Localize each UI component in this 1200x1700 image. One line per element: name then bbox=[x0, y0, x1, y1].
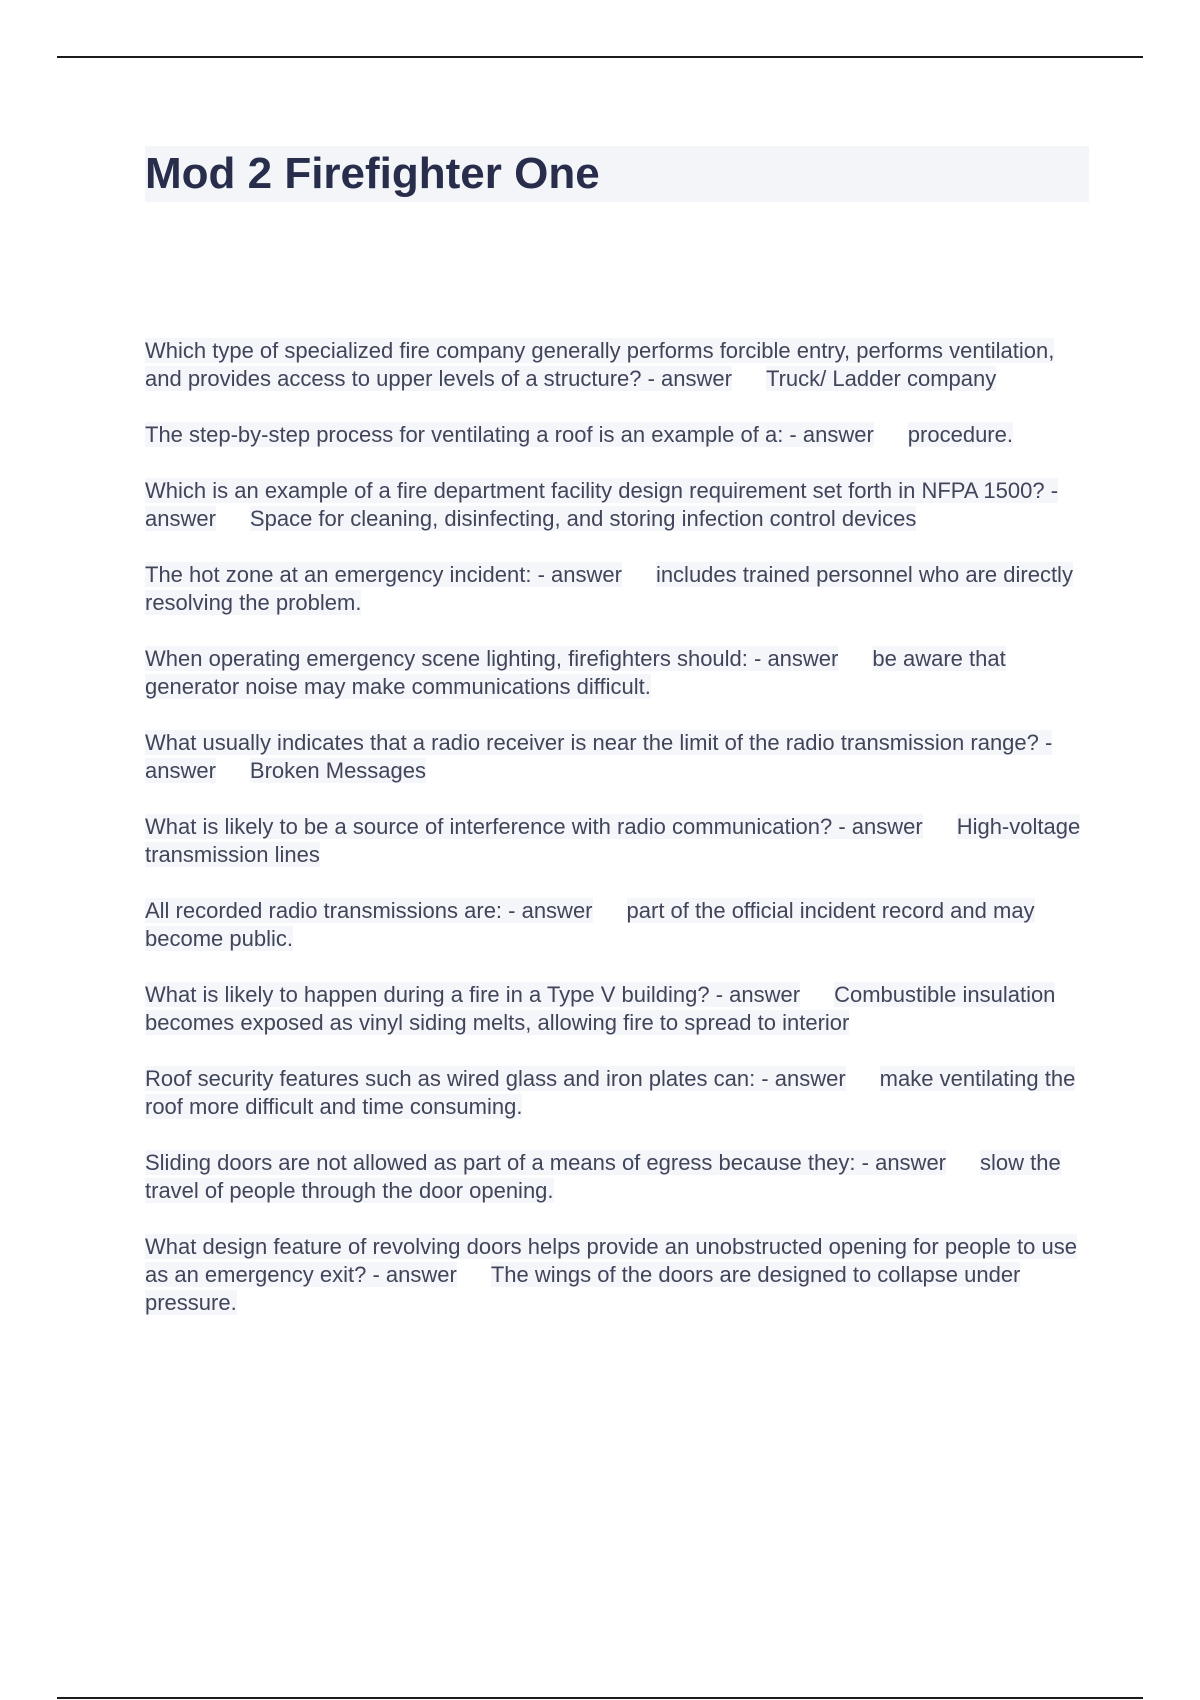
qa-answer: High-voltage transmission lines bbox=[145, 814, 1081, 867]
qa-item-1 bbox=[145, 337, 1095, 393]
qa-item-9 bbox=[145, 981, 1095, 1037]
qa-question: What is likely to happen during a fire in a Type V building? - answer bbox=[145, 982, 801, 1007]
top-rule bbox=[57, 56, 1143, 58]
qa-list bbox=[145, 337, 1095, 1345]
qa-question: The step-by-step process for ventilating a roof is an example of a: - answer bbox=[145, 422, 874, 447]
qa-item-8 bbox=[145, 897, 1095, 953]
qa-question: Which type of specialized fire company generally performs forcible entry, performs ventilation, and provides access to upper levels of a structure? - answer bbox=[145, 338, 1055, 391]
qa-item-3 bbox=[145, 477, 1095, 533]
qa-question: The hot zone at an emergency incident: - answer bbox=[145, 562, 622, 587]
qa-answer: make ventilating the roof more difficult and time consuming. bbox=[145, 1066, 1076, 1119]
qa-answer: Truck/ Ladder company bbox=[765, 366, 997, 391]
qa-question: Which is an example of a fire department facility design requirement set forth in NFPA 1500? - answer bbox=[145, 478, 1059, 531]
document-title: Mod 2 Firefighter One bbox=[145, 149, 600, 198]
qa-answer: The wings of the doors are designed to collapse under pressure. bbox=[145, 1262, 1021, 1315]
qa-question: What is likely to be a source of interference with radio communication? - answer bbox=[145, 814, 923, 839]
qa-item-5 bbox=[145, 645, 1095, 701]
qa-answer: Broken Messages bbox=[249, 758, 427, 783]
qa-answer: be aware that generator noise may make communications difficult. bbox=[145, 646, 1006, 699]
qa-question: What usually indicates that a radio receiver is near the limit of the radio transmission range? - answer bbox=[145, 730, 1053, 783]
qa-item-4 bbox=[145, 561, 1095, 617]
qa-question: Sliding doors are not allowed as part of a means of egress because they: - answer bbox=[145, 1150, 947, 1175]
bottom-rule bbox=[57, 1697, 1143, 1699]
qa-item-12 bbox=[145, 1233, 1095, 1317]
qa-answer: Combustible insulation becomes exposed as vinyl siding melts, allowing fire to spread to interior bbox=[145, 982, 1056, 1035]
qa-question: All recorded radio transmissions are: - answer bbox=[145, 898, 593, 923]
qa-question: Roof security features such as wired glass and iron plates can: - answer bbox=[145, 1066, 846, 1091]
qa-answer: includes trained personnel who are directly resolving the problem. bbox=[145, 562, 1073, 615]
qa-answer: procedure. bbox=[907, 422, 1013, 447]
qa-question: What design feature of revolving doors helps provide an unobstructed opening for people to use as an emergency exit? - answer bbox=[145, 1234, 1077, 1287]
qa-item-6 bbox=[145, 729, 1095, 785]
qa-item-2 bbox=[145, 421, 1095, 449]
qa-answer: part of the official incident record and may become public. bbox=[145, 898, 1035, 951]
qa-answer: Space for cleaning, disinfecting, and storing infection control devices bbox=[249, 506, 917, 531]
qa-item-11 bbox=[145, 1149, 1095, 1205]
qa-item-10 bbox=[145, 1065, 1095, 1121]
qa-question: When operating emergency scene lighting, firefighters should: - answer bbox=[145, 646, 839, 671]
qa-item-7 bbox=[145, 813, 1095, 869]
qa-answer: slow the travel of people through the door opening. bbox=[145, 1150, 1061, 1203]
